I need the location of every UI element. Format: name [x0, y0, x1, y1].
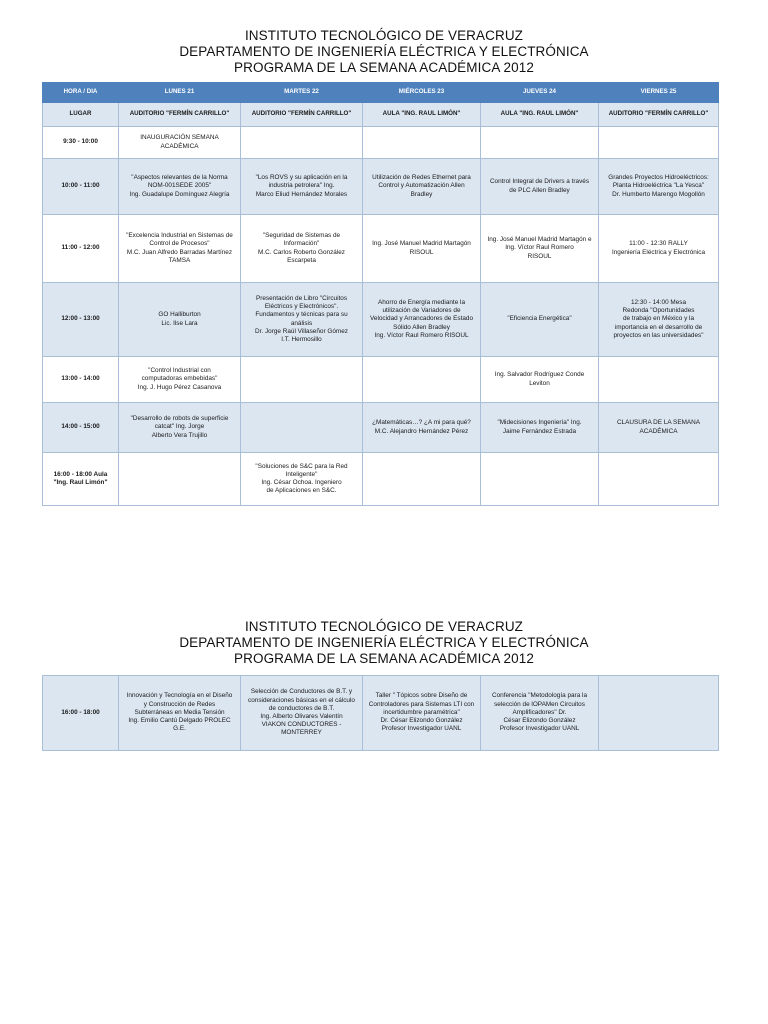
place-cell: AUDITORIO "FERMÍN CARRILLO" [119, 103, 241, 127]
time-cell [43, 676, 119, 751]
session-cell [241, 283, 363, 357]
session-text-line: 12:30 - 14:00 Mesa [630, 298, 687, 306]
session-text-line: ¿Matemáticas…? ¿A mi para qué? [372, 419, 471, 427]
session-text-line: computadoras embebidas" [141, 375, 218, 383]
session-cell [241, 215, 363, 283]
session-text-line: "Aspectos relevantes de la Norma [131, 174, 228, 182]
place-cell: AUDITORIO "FERMÍN CARRILLO" [241, 103, 363, 127]
table-row [43, 403, 719, 453]
session-text-line: César Elizondo González [503, 717, 576, 725]
session-text-line: 11:00 - 12:30 RALLY [629, 240, 688, 248]
session-text-line: GO Halliburton [158, 311, 201, 319]
session-text-line: Ing. José Manuel Madrid Martagón e [487, 236, 592, 244]
session-text-line: "Eficiencia Energética" [507, 315, 572, 323]
time-label: 13:00 - 14:00 [61, 375, 100, 383]
session-text-line: incertidumbre paramétrica" [383, 708, 460, 716]
column-header: JUEVES 24 [481, 83, 599, 103]
session-text-line: Ing. J. Hugo Pérez Casanova [137, 383, 222, 391]
session-cell [599, 403, 719, 453]
session-text-line: Control Integral de Drivers a través [489, 178, 590, 186]
session-text-line: TAMSA [168, 256, 191, 264]
document-header-1 [0, 28, 768, 76]
column-header: LUNES 21 [119, 83, 241, 103]
session-text-line: Utilización de Redes Ethernet para [372, 174, 471, 182]
column-header: MIÉRCOLES 23 [363, 83, 481, 103]
session-cell [241, 403, 363, 453]
session-text-line: Ing. Salvador Rodríguez Conde [494, 371, 585, 379]
table-row [43, 283, 719, 357]
session-text-line: Dr. César Elizondo González [380, 717, 463, 725]
time-cell [43, 357, 119, 403]
time-label: 12:00 - 13:00 [61, 315, 100, 323]
place-cell: AULA "ING. RAUL LIMÓN" [363, 103, 481, 127]
session-cell [241, 127, 363, 159]
header-program: PROGRAMA DE LA SEMANA ACADÉMICA 2012 [234, 60, 534, 75]
session-cell [119, 357, 241, 403]
session-cell [363, 453, 481, 506]
session-text-line: CLAUSURA DE LA SEMANA [616, 419, 701, 427]
table-row [43, 453, 719, 506]
session-text-line: Control y Automatización Allen [378, 182, 465, 190]
header-institute: INSTITUTO TECNOLÓGICO DE VERACRUZ [244, 619, 524, 634]
session-text-line: INAUGURACIÓN SEMANA [140, 134, 219, 142]
session-text-line: Ing. Alberto Olivares Valentín [260, 713, 343, 720]
session-text-line: Fundamentos y técnicas para su [255, 311, 348, 319]
session-cell [119, 283, 241, 357]
session-text-line: "Soluciones de S&C para la Red [255, 462, 348, 470]
session-text-line: proyectos en las universidades" [613, 331, 704, 339]
time-label-location: "Ing. Raul Limón" [53, 479, 108, 486]
session-text-line: Controladores para Sistemas LTI con [368, 700, 475, 708]
session-text-line: "Seguridad de Sistemas de [262, 232, 341, 240]
time-cell [43, 403, 119, 453]
session-text-line: Ing. César Ochoa. Ingeniero [261, 479, 342, 486]
document-header-2 [0, 619, 768, 667]
time-cell [43, 127, 119, 159]
table-row [43, 215, 719, 283]
session-cell [363, 283, 481, 357]
session-text-line: M.C. Carlos Roberto González [257, 248, 346, 256]
session-text-line: Marco Eliud Hernández Morales [255, 190, 348, 198]
session-cell [481, 215, 599, 283]
session-text-line: "Control Industrial con [148, 367, 211, 375]
session-text-line: consideraciones básicas en el cálculo [248, 696, 355, 704]
header-institute: INSTITUTO TECNOLÓGICO DE VERACRUZ [244, 28, 524, 43]
session-text-line: Eléctricos y Electrónicos". [264, 303, 339, 311]
session-text-line: catcat" Ing. Jorge [154, 423, 205, 431]
session-text-line: "Desarrollo de robots de superficie [130, 415, 229, 423]
session-text-line: Conferencia "Metodología para la [492, 692, 587, 700]
session-cell [119, 215, 241, 283]
session-text-line: ACADÉMICA [160, 142, 199, 150]
session-cell [599, 127, 719, 159]
session-text-line: Ing. Víctor Raul Romero RISOUL [374, 331, 469, 339]
session-cell [363, 127, 481, 159]
session-text-line: "Excelencia Industrial en Sistemas de [126, 232, 233, 240]
session-text-line: de Aplicaciones en S&C. [266, 487, 337, 495]
session-text-line: RISOUL [527, 252, 552, 260]
place-row [43, 103, 719, 127]
session-text-line: G.E. [173, 725, 186, 733]
session-text-line: de trabajo en México y la [622, 315, 695, 323]
table-row [43, 127, 719, 159]
time-cell [43, 453, 119, 506]
time-label: 10:00 - 11:00 [61, 182, 100, 190]
session-text-line: Amplificadores" Dr. [512, 708, 567, 716]
session-text-line: Ahorro de Energía mediante la [377, 298, 466, 306]
session-cell [241, 159, 363, 215]
session-text-line: importancia en el desarrollo de [614, 323, 703, 331]
session-cell [119, 127, 241, 159]
session-text-line: y Construcción de Redes [143, 700, 216, 708]
session-text-line: Innovación y Tecnología en el Diseño [126, 692, 233, 700]
table-row [43, 159, 719, 215]
session-text-line: Ingeniería Eléctrica y Electrónica [611, 248, 706, 256]
session-text-line: Sólido Allen Bradley [393, 323, 450, 331]
session-cell [599, 159, 719, 215]
header-department: DEPARTAMENTO DE INGENIERÍA ELÉCTRICA Y ELECTRÓNICA [179, 44, 589, 59]
time-label: 14:00 - 15:00 [61, 423, 100, 431]
session-text-line: Profesor Investigador UANL [381, 725, 462, 733]
session-text-line: utilización de Variadores de [382, 307, 461, 315]
session-text-line: Alberto Vera Trujillo [151, 431, 208, 439]
session-text-line: de conductores de B.T. [268, 704, 335, 712]
session-text-line: Ing. Víctor Raul Romero [505, 244, 574, 252]
session-cell [481, 676, 599, 751]
session-cell [363, 159, 481, 215]
session-cell [599, 676, 719, 751]
session-text-line: I.T. Hermosillo [281, 335, 322, 343]
time-label: 16:00 - 18:00 Aula [53, 470, 108, 478]
session-text-line: Grandes Proyectos Hidroeléctricos: [608, 174, 709, 182]
session-cell [119, 403, 241, 453]
table-header-row [43, 83, 719, 103]
session-text-line: análisis [290, 319, 313, 327]
session-cell [481, 403, 599, 453]
session-text-line: "Los ROVS y su aplicación en la [255, 174, 348, 182]
session-text-line: Escarpeta [287, 256, 316, 264]
column-header: VIERNES 25 [599, 83, 719, 103]
session-cell [241, 357, 363, 403]
time-label: 16:00 - 18:00 [61, 708, 100, 716]
session-text-line: RISOUL [409, 248, 434, 256]
column-header: MARTES 22 [241, 83, 363, 103]
session-text-line: MONTERREY [281, 729, 322, 737]
session-text-line: Taller " Tópicos sobre Diseño de [375, 692, 468, 700]
session-cell [599, 453, 719, 506]
session-cell [481, 159, 599, 215]
session-text-line: Leviton [529, 379, 550, 387]
session-cell [599, 215, 719, 283]
header-program: PROGRAMA DE LA SEMANA ACADÉMICA 2012 [234, 651, 534, 666]
session-text-line: Velocidad y Arrancadores de Estado [369, 315, 474, 323]
session-cell [481, 453, 599, 506]
time-label: 9:30 - 10:00 [63, 138, 98, 146]
session-text-line: selección de lOPAMen Circuitos [494, 700, 585, 708]
session-text-line: Información" [283, 240, 320, 248]
time-cell [43, 215, 119, 283]
table-row [43, 357, 719, 403]
session-text-line: Subterráneas en Media Tensión [134, 708, 225, 716]
session-cell [481, 357, 599, 403]
session-text-line: Jaime Fernández Estrada [502, 427, 577, 435]
session-cell [599, 283, 719, 357]
place-cell: AULA "ING. RAUL LIMÓN" [481, 103, 599, 127]
session-text-line: M.C. Alejandro Hernández Pérez [374, 427, 469, 435]
session-text-line: Inteligente" [285, 470, 318, 478]
session-text-line: Ing. Emilio Cantú Delgado PROLEC [128, 717, 231, 725]
session-text-line: NOM-001SEDE 2005" [147, 182, 212, 190]
session-text-line: Dr. Humberto Marengo Mogollón [612, 190, 705, 198]
session-text-line: Ing. José Manuel Madrid Martagón [372, 240, 471, 248]
place-cell: LUGAR [43, 103, 119, 127]
session-text-line: ACADÉMICA [639, 427, 678, 435]
session-text-line: Presentación de Libro "Circuitos [255, 294, 348, 302]
session-text-line: VIAKON CONDUCTORES - [261, 721, 342, 729]
session-text-line: Selección de Conductores de B.T. y [250, 688, 353, 696]
time-cell [43, 159, 119, 215]
session-cell [119, 159, 241, 215]
place-cell: AUDITORIO "FERMÍN CARRILLO" [599, 103, 719, 127]
table-row [43, 676, 719, 751]
session-cell [599, 357, 719, 403]
session-cell [481, 127, 599, 159]
session-text-line: Profesor Investigador UANL [499, 725, 580, 733]
session-text-line: Bradley [410, 190, 433, 198]
session-text-line: Lic. Ilse Lara [161, 319, 198, 327]
session-cell [119, 676, 241, 751]
session-cell [363, 215, 481, 283]
session-text-line: Ing. Guadalupe Domínguez Alegría [129, 190, 230, 198]
schedule-table-1 [42, 82, 719, 506]
session-text-line: Redonda "Oportunidades [622, 307, 695, 315]
column-header: HORA / DIA [43, 83, 119, 103]
session-cell [363, 357, 481, 403]
session-text-line: de PLC Allen Bradley [509, 186, 570, 194]
session-cell [241, 676, 363, 751]
time-label: 11:00 - 12:00 [61, 244, 100, 252]
session-text-line: Dr. Jorge Raúl Villaseñor Gómez [255, 327, 348, 335]
time-cell [43, 283, 119, 357]
session-cell [481, 283, 599, 357]
session-cell [119, 453, 241, 506]
session-cell [363, 403, 481, 453]
session-text-line: M.C. Juan Alfredo Barradas Martínez [126, 248, 233, 256]
session-cell [241, 453, 363, 506]
header-department: DEPARTAMENTO DE INGENIERÍA ELÉCTRICA Y ELECTRÓNICA [179, 635, 589, 650]
session-text-line: industria petrolera" Ing. [268, 182, 335, 190]
session-text-line: Control de Procesos" [149, 240, 210, 248]
session-text-line: Planta Hidroeléctrica "La Yesca" [612, 182, 705, 190]
session-text-line: "Midecisiones Ingeniería" Ing. [497, 419, 582, 427]
session-cell [363, 676, 481, 751]
schedule-table-2 [42, 675, 719, 751]
